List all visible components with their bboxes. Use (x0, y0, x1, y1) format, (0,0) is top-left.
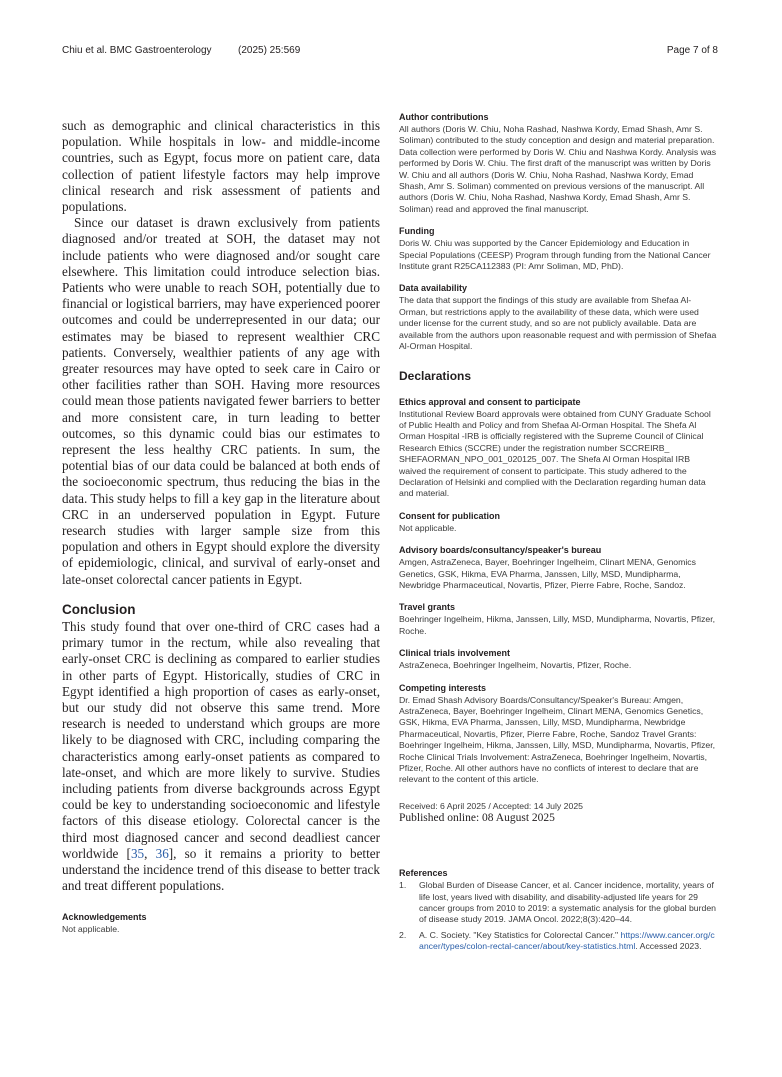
consent-text: Not applicable. (399, 522, 457, 533)
trials-section (399, 648, 719, 671)
references-list (399, 880, 719, 952)
trials-text: AstraZeneca, Boehringer Ingelheim, Novartis, Pfizer, Roche. (399, 660, 632, 671)
conclusion-text: ], so it remains a priority to better understand the incidence trend of this disease to better track and treat different populations. (62, 845, 381, 894)
received-accepted-dates: Received: 6 April 2025 / Accepted: 14 July 2025 (399, 800, 584, 811)
ethics-section (399, 397, 719, 500)
running-header-volume: (2025) 25:569 (238, 45, 301, 56)
trials-heading: Clinical trials involvement (399, 648, 511, 659)
competing-section (399, 683, 719, 786)
reference-text-part: . Accessed 2023. (635, 941, 702, 952)
citation-separator: , (144, 845, 156, 861)
advisory-heading: Advisory boards/consultancy/speaker's bureau (399, 545, 602, 556)
references-heading: References (399, 868, 448, 879)
reference-text (419, 930, 719, 953)
consent-section (399, 511, 719, 534)
citation-link[interactable]: 36 (155, 845, 169, 861)
reference-text: Global Burden of Disease Cancer, et al. Cancer incidence, mortality, years of life lost, years lived with disability, and disability-adjusted life years for 29 cancer groups from 2010 to 2019: a systematic analysis for the global burden of disease study 2019. JAMA Oncol. 2022;8(3):420–44. (419, 880, 716, 925)
body-paragraph: such as demographic and clinical characteristics in this population. While hospitals in low- and middle-income countries, such as Egypt, focus more on patient care, data collection of patient lifestyle factors may help improve clinical research and risk assessment of patients and populations. (62, 118, 380, 215)
page-number: Page 7 of 8 (666, 45, 718, 56)
conclusion-text: This study found that over one-third of CRC cases had a primary tumor in the rectum, while also revealing that early-onset CRC is declining as compared to earlier studies in other parts of Egypt. Historically, studies of CRC in Egypt identified a high proportion of cases as early-onset, but our study did not observe this same trend. More research is needed to understand which groups are more likely to be diagnosed with CRC, including comparing the characteristics among early-onset patients as compared to late-onset, and which are more likely to survive. Studies including patients from diverse backgrounds across Egypt could be key to understanding socioeconomic and lifestyle factors of this disease etiology. Colorectal cancer is the third most diagnosed cancer and second deadliest cancer worldwide [ (62, 618, 380, 861)
published-date: Published online: 08 August 2025 (399, 812, 555, 825)
data-availability-text: The data that support the findings of this study are available from Shefaa Al-Orman, but restrictions apply to the availability of these data, which were used under license for the current study, and so are not publicly available. Data are available from the authors upon reasonable request and with permission of Shefaa Al-Orman Hospital. (399, 295, 717, 352)
competing-text: Dr. Emad Shash Advisory Boards/Consultancy/Speaker's Bureau: Amgen, AstraZeneca, Bayer, Boehringer Ingelheim, Clinart MENA, Genomics Genetics, GSK, Hikma, EVA Pharma, Janssen, Lilly, MSD, Mundipharma, Newbridge Pharmaceutical, Novartis, Pfizer, Pierre Fabre, Roche, Sandoz Travel Grants: Boehringer Ingelheim, Hikma, Janssen, Lilly, MSD, Mundipharma, Novartis, Pfizer, Roche Clinical Trials Involvement: AstraZeneca, Boehringer Ingelheim, Novartis, Pfizer, Roche. All other authors have no conflicts of interest to declare that are relevant to the content of this article. (399, 694, 716, 785)
advisory-text: Amgen, AstraZeneca, Bayer, Boehringer Ingelheim, Clinart MENA, Genomics Genetics, GSK, Hikma, EVA Pharma, Janssen, Lilly, MSD, Mundipharma, Newbridge Pharmaceutical, Novartis, Pfizer, Pierre Fabre, Roche, Sandoz. (399, 557, 696, 590)
declarations-heading: Declarations (399, 368, 472, 383)
author-contributions-heading: Author contributions (399, 112, 489, 122)
acknowledgements-heading: Acknowledgements (62, 912, 147, 923)
left-column (62, 118, 380, 936)
reference-number: 1. (399, 880, 407, 891)
conclusion-heading: Conclusion (62, 601, 136, 617)
funding-heading: Funding (399, 226, 435, 237)
ethics-text: Institutional Review Board approvals were obtained from CUNY Graduate School of Public Health and Policy and from Shefaa Al-Orman Hospital. The Shefa Al Orman Hospital -IRB is officially registered with the Supreme Council of Clinical Research Ethics (SCCRE) under the registration number SCCREIRB_ SHEFAORMAN_NPO_001_020125_007. The Shefa Al Orman Hospital IRB waived the requirement of consent to participate. This study adhered to the Declaration of Helsinki and complied with the Declaration regarding human data and material. (399, 408, 711, 499)
body-paragraph: Since our dataset is drawn exclusively from patients diagnosed and/or treated at SOH, the dataset may not include patients who were diagnosed and/or sought care elsewhere. This limitation could introduce selection bias. Patients who were unable to reach SOH, potentially due to financial or logistical barriers, may have experienced poorer outcomes and could be underrepresented in our data; our estimates may be biased to represent wealthier CRC patients. Conversely, wealthier patients of any age with greater resources may have opted to seek care in Cairo or other facilities rather than SOH. Having more resources could mean those patients navigated fewer barriers to better and more consistent care, in turn leading to better outcomes, so this dynamic could bias our estimates to represent the less healthy CRC patients. In sum, the potential bias of our data could be balanced at both ends of the socioeconomic spectrum, thus reducing the bias in the data. This study helps to fill a key gap in the literature about CRC in an underserved population in Egypt. Future research studies with larger sample size from this population and others in Egypt should explore the diversity of epidemiologic, clinical, and survival of early-onset and late-onset colorectal cancer patients in Egypt. (62, 215, 380, 587)
reference-text-part: A. C. Society. "Key Statistics for Colorectal Cancer." (419, 929, 621, 940)
citation-link[interactable]: 35 (130, 845, 145, 861)
funding-section (399, 226, 719, 272)
travel-heading: Travel grants (399, 602, 456, 613)
author-contributions-text: All authors (Doris W. Chiu, Noha Rashad, Nashwa Kordy, Emad Shash, Amr S. Soliman) contributed to the study conception and design and material preparation. Data collection were performed by Doris W. Chiu and Nashwa Kordy. Analysis was performed by Doris W. Chiu. The first draft of the manuscript was written by Doris W. Chiu and all authors (Doris W. Chiu, Noha Rashad, Nashwa Kordy, Emad Shash, Amr S. Soliman) commented on previous versions of the manuscript. All authors (Doris W. Chiu, Noha Rashad, Nashwa Kordy, Emad Shash, Amr S. Soliman) read and approved the final manuscript. (399, 124, 717, 214)
right-column (399, 112, 719, 957)
funding-text: Doris W. Chiu was supported by the Cancer Epidemiology and Education in Special Populations (CEESP) Program through funding from the National Cancer Institute grant R25CA112383 (PI: Amr Soliman, MD, PhD). (399, 238, 711, 272)
reference-number: 2. (399, 929, 407, 940)
conclusion-paragraph (62, 619, 380, 894)
acknowledgements-text: Not applicable. (62, 924, 120, 935)
competing-heading: Competing interests (399, 682, 487, 693)
travel-section (399, 602, 719, 637)
reference-url-link[interactable]: https://www.cancer.org/cancer/types/colon-rectal-cancer/about/key-statistics.html (419, 929, 715, 952)
data-availability-heading: Data availability (399, 283, 468, 294)
reference-item (399, 930, 719, 953)
author-contributions-section (399, 112, 719, 215)
reference-item (399, 880, 719, 926)
travel-text: Boehringer Ingelheim, Hikma, Janssen, Lilly, MSD, Mundipharma, Novartis, Pfizer, Roche. (399, 614, 716, 636)
consent-heading: Consent for publication (399, 510, 500, 521)
running-header-journal: Chiu et al. BMC Gastroenterology (62, 45, 212, 56)
data-availability-section (399, 283, 719, 352)
advisory-section (399, 545, 719, 591)
ethics-heading: Ethics approval and consent to participate (399, 396, 581, 407)
